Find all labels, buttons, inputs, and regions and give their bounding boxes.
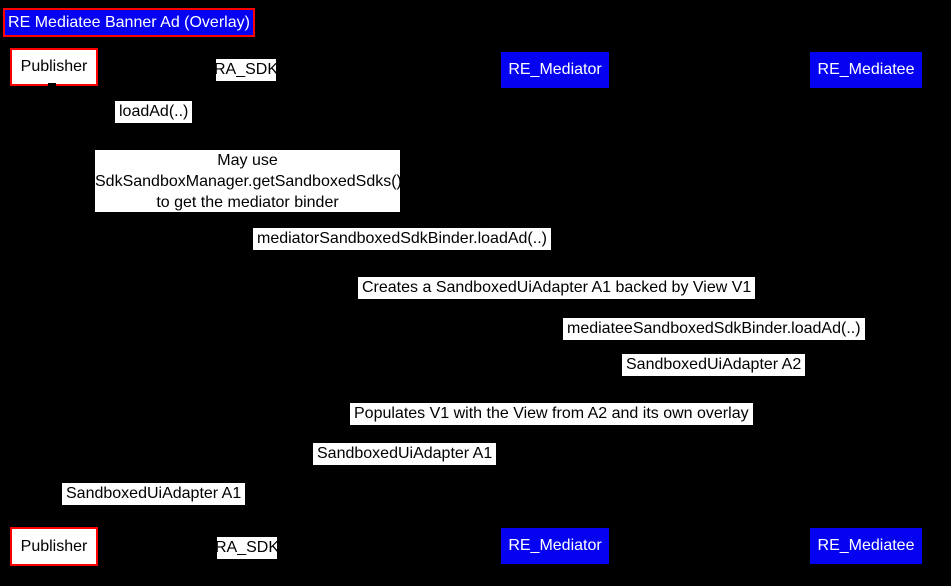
- diagram-title: RE Mediatee Banner Ad (Overlay): [3, 8, 255, 37]
- participant-ra-sdk-top: RA_SDK: [216, 59, 276, 81]
- participant-re-mediator-bottom: RE_Mediator: [501, 528, 609, 564]
- message-populates-v1: Populates V1 with the View from A2 and its own overlay: [350, 403, 753, 425]
- message-adapter-a1-to-sdk: SandboxedUiAdapter A1: [313, 443, 496, 465]
- participant-re-mediator-top: RE_Mediator: [501, 52, 609, 88]
- message-mediator-load-ad: mediatorSandboxedSdkBinder.loadAd(..): [253, 228, 551, 250]
- participant-publisher-bottom: Publisher: [10, 527, 98, 566]
- lifeline-notch-top: [48, 83, 56, 87]
- message-adapter-a1-to-publisher: SandboxedUiAdapter A1: [62, 483, 245, 505]
- note-line-3: to get the mediator binder: [156, 194, 339, 211]
- participant-re-mediatee-top: RE_Mediatee: [810, 52, 922, 88]
- message-mediatee-load-ad: mediateeSandboxedSdkBinder.loadAd(..): [563, 318, 865, 340]
- message-creates-adapter-a1: Creates a SandboxedUiAdapter A1 backed by View V1: [358, 277, 755, 299]
- note-get-sandboxed-sdks: [95, 150, 400, 212]
- participant-publisher-top: Publisher: [10, 48, 98, 86]
- message-adapter-a2-return: SandboxedUiAdapter A2: [622, 354, 805, 376]
- note-line-2: SdkSandboxManager.getSandboxedSdks(): [95, 173, 402, 190]
- participant-ra-sdk-bottom: RA_SDK: [217, 537, 277, 559]
- participant-re-mediatee-bottom: RE_Mediatee: [810, 528, 922, 564]
- message-load-ad: loadAd(..): [115, 101, 192, 123]
- note-line-1: May use: [217, 152, 278, 169]
